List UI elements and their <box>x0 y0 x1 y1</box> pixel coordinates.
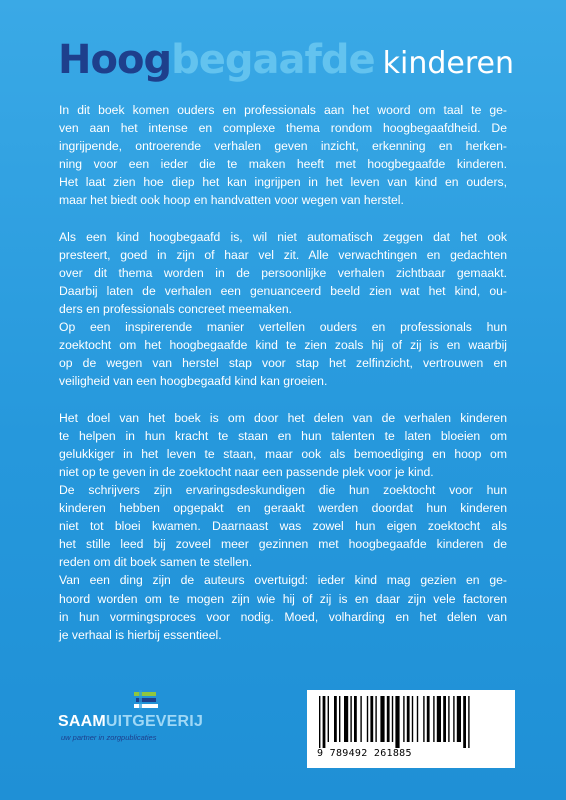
blurb-line: ingrijpende, ontroerende verhalen geven inzicht, erkenning en herken- <box>59 139 507 154</box>
blurb-line: Op een inspirerende manier vertellen ouders en professionals hun <box>59 320 507 335</box>
blurb-text <box>59 101 507 662</box>
publisher-name <box>58 714 203 730</box>
title-part-kinderen: kinderen <box>382 46 514 81</box>
blurb-paragraph <box>59 571 507 643</box>
blurb-line: je verhaal is hierbij essentieel. <box>59 627 222 642</box>
blurb-line: Van een ding zijn de auteurs overtuigd: ieder kind mag gezien en ge- <box>59 573 507 588</box>
blurb-paragraph <box>59 409 507 481</box>
book-title <box>58 37 514 83</box>
isbn-barcode <box>307 690 515 768</box>
title-part-begaafde: begaafde <box>171 37 375 83</box>
blurb-line: Als een kind hoogbegaafd is, wil niet automatisch zeggen dat het ook <box>59 229 507 244</box>
blurb-line: Daarbij laten de verhalen een genuanceerd beeld zien wat het kind, ou- <box>59 283 507 298</box>
blurb-line: over dit thema worden in de persoonlijke verhalen zichtbaar gemaakt. <box>59 265 507 280</box>
blurb-line: De schrijvers zijn ervaringsdeskundigen die hun zoektocht voor hun <box>59 482 507 497</box>
blurb-line: het stille leed bij zoveel meer gezinnen met hoogbegaafde kinderen de <box>59 537 507 552</box>
barcode-icon <box>315 696 507 748</box>
blurb-line: Het laat zien hoe diep het kan ingrijpen in het leven van kind en ouders, <box>59 175 507 190</box>
publisher-tagline: uw partner in zorgpublicaties <box>61 733 157 742</box>
blurb-line: gelukkiger in het leven te staan, maar ook als bemoediging en hoop om <box>59 446 507 461</box>
blurb-line: kinderen hebben opgepakt en geraakt werden doordat hun kinderen <box>59 501 507 516</box>
blurb-line: maar het biedt ook hoop en handvatten voor wegen van herstel. <box>59 193 404 208</box>
blurb-line: ven aan het intense en complexe thema rondom hoogbegaafdheid. De <box>59 121 507 136</box>
blurb-line: zoektocht om het hoogbegaafde kind te zien zoals hij of zij is en waarbij <box>59 338 507 353</box>
blurb-paragraph <box>59 481 507 571</box>
book-stack-logo-icon <box>133 690 159 712</box>
blurb-line: hoord worden om te mogen zijn wie hij of zij is en daar zijn vele factoren <box>59 591 507 606</box>
blurb-line: reden om dit boek samen te stellen. <box>59 555 253 570</box>
blurb-line: veiligheid van een hoogbegaafd kind kan groeien. <box>59 374 328 389</box>
blurb-line: In dit boek komen ouders en professionals aan het woord om taal te ge- <box>59 103 507 117</box>
blurb-line: op de wegen van herstel stap voor stap het zelfinzicht, vertrouwen en <box>59 356 507 371</box>
isbn-number: 9 789492 261885 <box>317 748 412 759</box>
blurb-paragraph <box>59 228 507 318</box>
blurb-line: ders en professionals concreet meemaken. <box>59 302 293 317</box>
blurb-paragraph <box>59 318 507 390</box>
blurb-line: Het doel van het boek is om door het delen van de verhalen kinderen <box>59 410 507 425</box>
blurb-line: niet op te geven in de zoektocht naar een passende plek voor je kind. <box>59 464 434 479</box>
blurb-line: niet tot bloei kwamen. Daarnaast was zowel hun eigen zoektocht als <box>59 519 507 534</box>
publisher-name-saam: SAAM <box>58 713 106 730</box>
blurb-paragraph <box>59 101 507 210</box>
title-part-hoog: Hoog <box>58 37 172 83</box>
blurb-line: presteert, goed in zijn of haar vel zit. Alle verwachtingen en gedachten <box>59 247 507 262</box>
publisher-name-uitgeverij: UITGEVERIJ <box>105 713 204 730</box>
blurb-line: in hun vormingsproces voor nodig. Moed, volharding en het delen van <box>59 609 507 624</box>
blurb-line: ning voor een ieder die te maken heeft met hoogbegaafde kinderen. <box>59 157 507 172</box>
blurb-line: te helpen in hun kracht te staan en hun talenten te laten bloeien om <box>59 428 507 443</box>
